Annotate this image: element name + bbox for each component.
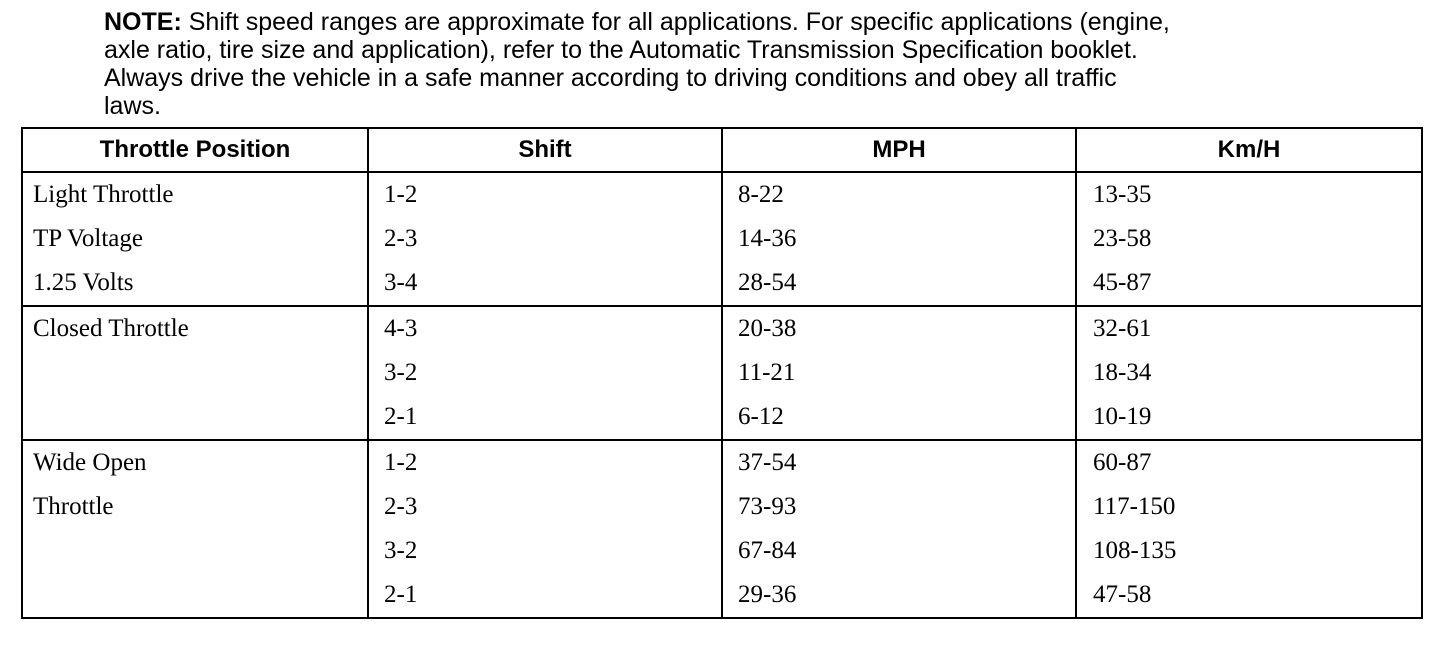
cell-kmh: 47-58 [1076,573,1422,618]
header-kmh: Km/H [1076,128,1422,172]
cell-shift: 4-3 [368,306,722,351]
cell-position [22,573,368,618]
cell-shift: 2-1 [368,395,722,440]
cell-shift: 3-2 [368,529,722,573]
cell-mph: 20-38 [722,306,1076,351]
header-shift: Shift [368,128,722,172]
note-line-1 [104,8,1354,36]
table-row [22,351,1422,395]
cell-shift: 2-3 [368,485,722,529]
note-line-3: Always drive the vehicle in a safe manner according to driving conditions and obey all traffic [104,64,1117,92]
header-row [22,128,1422,172]
table-row [22,440,1422,485]
cell-position [22,395,368,440]
table-row [22,485,1422,529]
cell-mph: 14-36 [722,217,1076,261]
cell-mph: 11-21 [722,351,1076,395]
cell-position [22,529,368,573]
cell-position: Light Throttle [22,172,368,217]
cell-shift: 2-3 [368,217,722,261]
cell-kmh: 10-19 [1076,395,1422,440]
group-closed-throttle [22,306,1422,440]
cell-position: Wide Open [22,440,368,485]
table-header [22,128,1422,172]
cell-shift: 2-1 [368,573,722,618]
table-row [22,529,1422,573]
note-line-2: axle ratio, tire size and application), refer to the Automatic Transmission Specification booklet. [104,36,1138,64]
note-line-4: laws. [104,92,161,120]
cell-kmh: 32-61 [1076,306,1422,351]
header-mph: MPH [722,128,1076,172]
group-wide-open-throttle [22,440,1422,618]
table-row [22,261,1422,306]
cell-mph: 73-93 [722,485,1076,529]
table-row [22,306,1422,351]
group-light-throttle [22,172,1422,306]
cell-kmh: 45-87 [1076,261,1422,306]
cell-shift: 1-2 [368,172,722,217]
cell-position: 1.25 Volts [22,261,368,306]
cell-position: Throttle [22,485,368,529]
cell-kmh: 60-87 [1076,440,1422,485]
cell-shift: 1-2 [368,440,722,485]
cell-mph: 8-22 [722,172,1076,217]
cell-mph: 6-12 [722,395,1076,440]
cell-kmh: 13-35 [1076,172,1422,217]
cell-mph: 37-54 [722,440,1076,485]
cell-mph: 67-84 [722,529,1076,573]
note-paragraph [104,8,1354,120]
table-row [22,172,1422,217]
cell-shift: 3-2 [368,351,722,395]
cell-position [22,351,368,395]
cell-position: Closed Throttle [22,306,368,351]
cell-mph: 28-54 [722,261,1076,306]
table-row [22,217,1422,261]
note-text-1: Shift speed ranges are approximate for all applications. For specific applications (engine, [188,8,1170,36]
cell-kmh: 23-58 [1076,217,1422,261]
table-row [22,395,1422,440]
table-row [22,573,1422,618]
cell-position: TP Voltage [22,217,368,261]
shift-speed-table [21,127,1423,619]
cell-kmh: 18-34 [1076,351,1422,395]
cell-kmh: 108-135 [1076,529,1422,573]
cell-shift: 3-4 [368,261,722,306]
cell-mph: 29-36 [722,573,1076,618]
header-throttle-position: Throttle Position [22,128,368,172]
note-label: NOTE: [104,8,182,36]
cell-kmh: 117-150 [1076,485,1422,529]
